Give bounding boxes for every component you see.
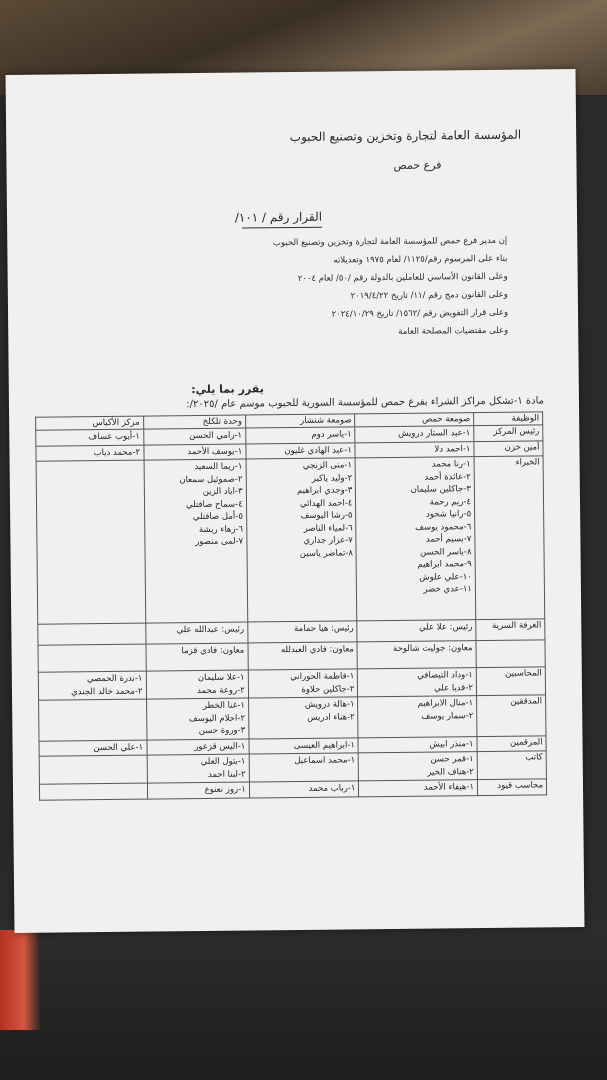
name-cell <box>146 698 249 740</box>
name-cell <box>146 643 248 671</box>
name-cell <box>147 754 249 783</box>
header-shinshar-silo: صومعة شنشار <box>245 414 355 428</box>
person-name: ٢-قديا علي <box>434 682 474 694</box>
preamble <box>273 232 508 342</box>
person-name: ٣-وروة حسن <box>198 725 246 737</box>
name-cell <box>36 445 144 462</box>
person-name: ١-روز نعنوع <box>204 784 246 795</box>
person-name: ٢-هناء ادريس <box>307 711 355 723</box>
person-name: ١-منى الزنجي <box>302 460 353 471</box>
person-name: ١-أيوب عساف <box>88 431 140 443</box>
header-talkalakh-unit: وحدة تلكلخ <box>143 415 245 429</box>
person-name: ١-احمد دلا <box>434 443 471 455</box>
preamble-line: إن مدير فرع حمص للمؤسسة العامة لتجارة وتخزين وتصنيع الحبوب <box>272 235 508 249</box>
person-name: ٤-ريم رحمة <box>429 496 472 508</box>
role-cell <box>476 640 545 668</box>
person-name: رئيس: علا علي <box>419 622 473 633</box>
person-name: ٢-عائدة أحمد <box>424 471 471 483</box>
person-name: ٧-لمى منصور <box>195 536 244 548</box>
role-cell: محاسب قيود <box>477 779 546 795</box>
person-name: ١-رنا محمد <box>431 459 471 470</box>
person-name: ١-فاطمة الحوراني <box>290 671 355 683</box>
person-name: ٧-بسيم أحمد <box>425 534 472 545</box>
person-name: ٢-احلام اليوسف <box>188 713 246 724</box>
name-cell <box>39 783 147 800</box>
person-name: ٥-أمل صافتلي <box>192 511 243 523</box>
person-name: ١٠-علي علوش <box>419 571 472 583</box>
role-cell: الغرفة السرية <box>476 619 545 641</box>
person-name: ١-ابراهيم العيسى <box>293 739 356 751</box>
preamble-line: وعلى مقتضيات المصلحة العامة <box>398 325 509 337</box>
article-one: مادة ١-تشكل مراكز الشراء بفرع حمص للمؤسسة السورية للحبوب موسم عام /٢٠٢٥/: <box>186 395 545 411</box>
name-cell <box>147 738 249 755</box>
person-name: ٢-محمد خالد الجندي <box>71 686 143 697</box>
name-cell <box>357 620 476 642</box>
person-name: ٨-تماضر ياسين <box>299 547 354 559</box>
person-name: ١-بتول العلي <box>200 756 246 768</box>
person-name: معاون: جوليت شالوحة <box>392 643 473 654</box>
person-name: ٢-صموئيل سمعان <box>179 474 243 485</box>
name-cell <box>358 696 477 738</box>
preamble-line: وعلى القانون الأساسي للعاملين بالدولة رقم /٥٠/ لعام ٢٠٠٤ <box>297 271 508 284</box>
header-role: الوظيفة <box>474 412 543 426</box>
person-name: ١-ريما السعيد <box>194 461 243 473</box>
person-name: ٢-محمد دياب <box>93 447 141 458</box>
person-name: ٢-هناف الخير <box>427 766 474 778</box>
name-cell <box>146 670 248 699</box>
person-name: ١-ندرة الحمصي <box>86 673 143 685</box>
person-name: ١-علا سليمان <box>197 672 245 684</box>
name-cell <box>249 753 359 782</box>
person-name: ١-رباب محمد <box>308 783 356 794</box>
name-cell <box>38 644 146 672</box>
red-object-edge <box>0 930 40 1030</box>
person-name: ٦-زهاء ريشة <box>198 524 244 535</box>
name-cell <box>249 781 359 798</box>
name-cell <box>246 458 357 622</box>
person-name: ٢-روعة محمد <box>197 685 245 696</box>
person-name: ٣-جاكلين سليمان <box>410 484 471 495</box>
person-name: ٤-سماح صافتلي <box>185 499 243 510</box>
person-name: ١-علي الحسن <box>93 742 144 753</box>
decision-number: القرار رقم / ١٠١/ <box>234 209 323 225</box>
person-name: ١-منال الابراهيم <box>417 698 474 709</box>
person-name: ١-اليس قزعور <box>194 741 246 752</box>
name-cell <box>144 459 248 623</box>
branch-name: فرع حمص <box>393 158 442 172</box>
preamble-line: وعلى قرار التفويض رقم /١٥٦٢/ تاريخ ٢٠٢٤/١٠/٢٩ <box>331 307 509 320</box>
table-row <box>36 456 545 624</box>
assignment-table <box>35 411 547 800</box>
name-cell <box>355 457 475 621</box>
person-name: ٥-رانيا شحود <box>425 509 472 520</box>
person-name: ١-وداد التيصافي <box>417 670 473 681</box>
table-row <box>39 695 546 741</box>
name-cell <box>39 740 147 757</box>
name-cell <box>359 780 478 797</box>
person-name: ١-يوسف الأحمد <box>187 446 243 457</box>
header-homs-silo: صومعة حمص <box>355 413 474 427</box>
person-name: معاون: فادي العبدلله <box>280 644 355 656</box>
name-cell <box>248 621 358 643</box>
person-name: ١-قمر حسن <box>430 754 474 765</box>
person-name: ٥-رشا اليوسف <box>300 510 353 521</box>
person-name: ٧-عزار جداري <box>303 535 353 546</box>
name-cell <box>357 641 476 669</box>
preamble-line: بناء على المرسوم رقم/١١٢٥/ لعام ١٩٧٥ وتعديلاته <box>333 253 508 266</box>
name-cell <box>39 699 147 741</box>
name-cell <box>359 752 478 781</box>
person-name: ٢-لبنا احمد <box>207 769 246 780</box>
person-name: ٣-وجدي ابراهيم <box>296 485 353 496</box>
person-name: ١١-عدي خضر <box>423 584 472 595</box>
name-cell <box>147 782 249 799</box>
name-cell <box>358 668 477 697</box>
person-name: ١-عبد الهادي غليون <box>284 444 352 456</box>
name-cell <box>39 755 147 784</box>
person-name: رئيس: هيا حمامة <box>294 623 354 635</box>
organization-title: المؤسسة العامة لتجارة وتخزين وتصنيع الحبوب <box>289 127 522 145</box>
header-bags-center: مركز الأكياس <box>36 416 144 430</box>
person-name: ٦-لمياء الناصر <box>303 522 353 534</box>
preamble-line: وعلى القانون دمج رقم /١١/ تاريخ ٢٠١٩/٤/٢٢ <box>350 289 508 302</box>
name-cell <box>36 429 144 446</box>
person-name: ١-غنا الخطر <box>202 700 245 711</box>
name-cell <box>145 622 247 644</box>
decides-heading: يقرر بما يلي: <box>191 382 264 397</box>
name-cell <box>248 642 358 670</box>
name-cell <box>355 426 474 443</box>
decision-underline <box>242 227 322 229</box>
role-cell: كاتب <box>477 751 546 780</box>
person-name: ٢-جاكلين حلاوة <box>301 683 355 695</box>
name-cell <box>248 669 358 698</box>
name-cell <box>358 736 477 753</box>
person-name: ١-محمد اسماعيل <box>294 755 356 767</box>
name-cell <box>248 697 358 739</box>
name-cell <box>143 428 245 445</box>
person-name: ١-عبد الستار درويش <box>398 428 471 439</box>
person-name: ١-ياسر دوم <box>311 429 352 440</box>
person-name: ٢-سمار يوسف <box>421 710 474 722</box>
person-name: ٩-محمد ابراهيم <box>417 559 472 570</box>
name-cell <box>246 442 356 459</box>
name-cell <box>355 441 474 458</box>
person-name: معاون: فادي قزما <box>181 645 245 657</box>
background-bottom <box>0 920 607 1080</box>
person-name: ١-منذر ابيش <box>429 738 474 750</box>
person-name: رئيس: عبدالله علي <box>176 624 245 636</box>
name-cell <box>38 623 146 645</box>
role-cell: المرقمين <box>477 735 546 751</box>
person-name: ٤-احمد الهدائي <box>299 497 353 509</box>
name-cell <box>36 460 145 624</box>
person-name: ٦-محمود يوسف <box>415 521 472 533</box>
person-name: ٢-وليد ياكير <box>311 472 353 484</box>
person-name: ١-هالة درويش <box>304 699 355 710</box>
role-cell: المدققين <box>477 695 546 736</box>
role-cell: المحاسبين <box>476 667 545 696</box>
role-cell: أمين خزن <box>474 440 543 456</box>
role-cell: رئيس المركز <box>474 425 543 441</box>
person-name: ٨-ياسر الحسن <box>419 546 472 558</box>
role-cell: الخبراء <box>474 456 545 620</box>
name-cell <box>245 427 355 444</box>
name-cell <box>144 444 246 461</box>
person-name: ٣-اياد الزين <box>202 486 243 497</box>
person-name: ١-رامي الحسن <box>189 430 243 442</box>
person-name: ١-هيفاء الأحمد <box>423 782 475 793</box>
document-page <box>6 69 585 933</box>
name-cell <box>249 737 359 754</box>
name-cell <box>38 671 146 700</box>
